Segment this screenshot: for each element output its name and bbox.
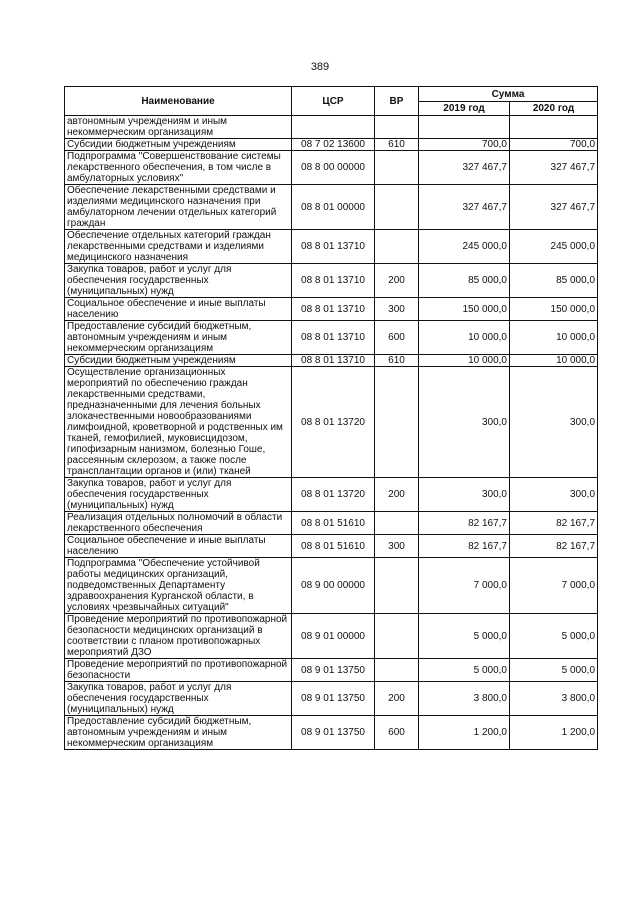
cell-name: Закупка товаров, работ и услуг для обеспечения государственных (муниципальных) нужд	[65, 682, 292, 716]
cell-vr: 200	[375, 478, 419, 512]
cell-2020	[510, 116, 598, 139]
table-row	[65, 185, 598, 230]
header-sum: Сумма	[419, 87, 598, 102]
cell-2020: 3 800,0	[510, 682, 598, 716]
cell-2019: 300,0	[419, 367, 510, 478]
cell-vr	[375, 512, 419, 535]
table-row	[65, 321, 598, 355]
table-row	[65, 659, 598, 682]
cell-csr: 08 9 00 00000	[292, 558, 375, 614]
cell-csr: 08 9 01 13750	[292, 659, 375, 682]
cell-2019: 300,0	[419, 478, 510, 512]
cell-csr: 08 8 01 13720	[292, 367, 375, 478]
cell-name: Обеспечение отдельных категорий граждан лекарственными средствами и изделиями медицинского назначения	[65, 230, 292, 264]
cell-vr	[375, 151, 419, 185]
cell-2019: 700,0	[419, 139, 510, 151]
cell-name: Субсидии бюджетным учреждениям	[65, 355, 292, 367]
header-name: Наименование	[65, 87, 292, 116]
cell-2019: 327 467,7	[419, 185, 510, 230]
table-row	[65, 682, 598, 716]
header-year-2020: 2020 год	[510, 102, 598, 116]
cell-name: Закупка товаров, работ и услуг для обеспечения государственных (муниципальных) нужд	[65, 264, 292, 298]
cell-name: Проведение мероприятий по противопожарной безопасности медицинских организаций в соответствии с планом противопожарных мероприятий ДЗО	[65, 614, 292, 659]
table-row	[65, 151, 598, 185]
cell-vr	[375, 116, 419, 139]
cell-name: Подпрограмма "Обеспечение устойчивой работы медицинских организаций, подведомственных Департаменту здравоохранения Курганской области, в условиях чрезвычайных ситуаций"	[65, 558, 292, 614]
cell-csr: 08 8 01 13710	[292, 321, 375, 355]
cell-2019: 245 000,0	[419, 230, 510, 264]
cell-vr: 610	[375, 139, 419, 151]
cell-2019: 1 200,0	[419, 716, 510, 750]
cell-csr: 08 8 01 13720	[292, 478, 375, 512]
cell-vr: 200	[375, 264, 419, 298]
cell-2019: 10 000,0	[419, 355, 510, 367]
table-row	[65, 716, 598, 750]
cell-name: Реализация отдельных полномочий в области лекарственного обеспечения	[65, 512, 292, 535]
cell-vr: 300	[375, 535, 419, 558]
cell-2020: 327 467,7	[510, 151, 598, 185]
cell-name: Осуществление организационных мероприятий по обеспечению граждан лекарственными средствами, предназначенными для лечения больных злокачественными новообразованиями лимфоидной, кроветворной и родственных им тканей, гемофилией, муковисцидозом, гипофизарным нанизмом, болезнью Гоше, рассеянным склерозом, а также после трансплантации органов и (или) тканей	[65, 367, 292, 478]
table-row	[65, 230, 598, 264]
cell-2020: 7 000,0	[510, 558, 598, 614]
header-csr: ЦСР	[292, 87, 375, 116]
table-row	[65, 512, 598, 535]
cell-vr: 600	[375, 321, 419, 355]
cell-vr	[375, 659, 419, 682]
cell-csr: 08 8 00 00000	[292, 151, 375, 185]
table-body	[65, 116, 598, 750]
cell-csr: 08 8 01 51610	[292, 512, 375, 535]
table-row	[65, 614, 598, 659]
cell-2019	[419, 116, 510, 139]
cell-2020: 327 467,7	[510, 185, 598, 230]
cell-csr: 08 9 01 13750	[292, 716, 375, 750]
cell-vr	[375, 185, 419, 230]
cell-2019: 10 000,0	[419, 321, 510, 355]
cell-2019: 3 800,0	[419, 682, 510, 716]
table-row	[65, 478, 598, 512]
table-row	[65, 367, 598, 478]
cell-vr	[375, 367, 419, 478]
cell-csr: 08 7 02 13600	[292, 139, 375, 151]
cell-name: Обеспечение лекарственными средствами и изделиями медицинского назначения при амбулаторном лечении отдельных категорий граждан	[65, 185, 292, 230]
cell-name: Подпрограмма "Совершенствование системы лекарственного обеспечения, в том числе в амбулаторных условиях"	[65, 151, 292, 185]
cell-name: Предоставление субсидий бюджетным, автономным учреждениям и иным некоммерческим организациям	[65, 716, 292, 750]
cell-csr: 08 8 01 51610	[292, 535, 375, 558]
cell-vr	[375, 614, 419, 659]
cell-csr: 08 8 01 13710	[292, 298, 375, 321]
cell-2019: 85 000,0	[419, 264, 510, 298]
cell-2020: 82 167,7	[510, 535, 598, 558]
cell-2019: 327 467,7	[419, 151, 510, 185]
cell-vr: 610	[375, 355, 419, 367]
page-number: 389	[310, 61, 330, 73]
cell-2019: 82 167,7	[419, 512, 510, 535]
cell-name: Закупка товаров, работ и услуг для обеспечения государственных (муниципальных) нужд	[65, 478, 292, 512]
budget-table	[64, 86, 598, 750]
cell-vr: 200	[375, 682, 419, 716]
cell-vr: 600	[375, 716, 419, 750]
cell-2020: 300,0	[510, 478, 598, 512]
cell-2020: 300,0	[510, 367, 598, 478]
cell-vr	[375, 558, 419, 614]
cell-2019: 82 167,7	[419, 535, 510, 558]
cell-csr: 08 8 01 13710	[292, 230, 375, 264]
header-year-2019: 2019 год	[419, 102, 510, 116]
cell-vr	[375, 230, 419, 264]
cell-2019: 150 000,0	[419, 298, 510, 321]
cell-csr: 08 8 01 13710	[292, 355, 375, 367]
table-row	[65, 558, 598, 614]
cell-vr: 300	[375, 298, 419, 321]
cell-2020: 150 000,0	[510, 298, 598, 321]
cell-2020: 245 000,0	[510, 230, 598, 264]
header-vr: ВР	[375, 87, 419, 116]
table-row	[65, 264, 598, 298]
cell-name: Проведение мероприятий по противопожарной безопасности	[65, 659, 292, 682]
cell-csr: 08 9 01 13750	[292, 682, 375, 716]
table-row	[65, 298, 598, 321]
cell-2020: 82 167,7	[510, 512, 598, 535]
cell-2019: 5 000,0	[419, 614, 510, 659]
cell-name: Социальное обеспечение и иные выплаты населению	[65, 298, 292, 321]
cell-csr: 08 8 01 13710	[292, 264, 375, 298]
cell-2020: 700,0	[510, 139, 598, 151]
cell-name: автономным учреждениям и иным некоммерческим организациям	[65, 116, 292, 139]
table-row	[65, 355, 598, 367]
cell-2019: 7 000,0	[419, 558, 510, 614]
cell-2020: 1 200,0	[510, 716, 598, 750]
cell-2020: 5 000,0	[510, 614, 598, 659]
cell-2020: 10 000,0	[510, 355, 598, 367]
cell-csr	[292, 116, 375, 139]
cell-csr: 08 9 01 00000	[292, 614, 375, 659]
cell-name: Социальное обеспечение и иные выплаты населению	[65, 535, 292, 558]
cell-csr: 08 8 01 00000	[292, 185, 375, 230]
table-row	[65, 139, 598, 151]
cell-name: Предоставление субсидий бюджетным, автономным учреждениям и иным некоммерческим организациям	[65, 321, 292, 355]
cell-2020: 10 000,0	[510, 321, 598, 355]
table-row	[65, 116, 598, 139]
table-row	[65, 535, 598, 558]
cell-2020: 85 000,0	[510, 264, 598, 298]
cell-2020: 5 000,0	[510, 659, 598, 682]
cell-name: Субсидии бюджетным учреждениям	[65, 139, 292, 151]
cell-2019: 5 000,0	[419, 659, 510, 682]
